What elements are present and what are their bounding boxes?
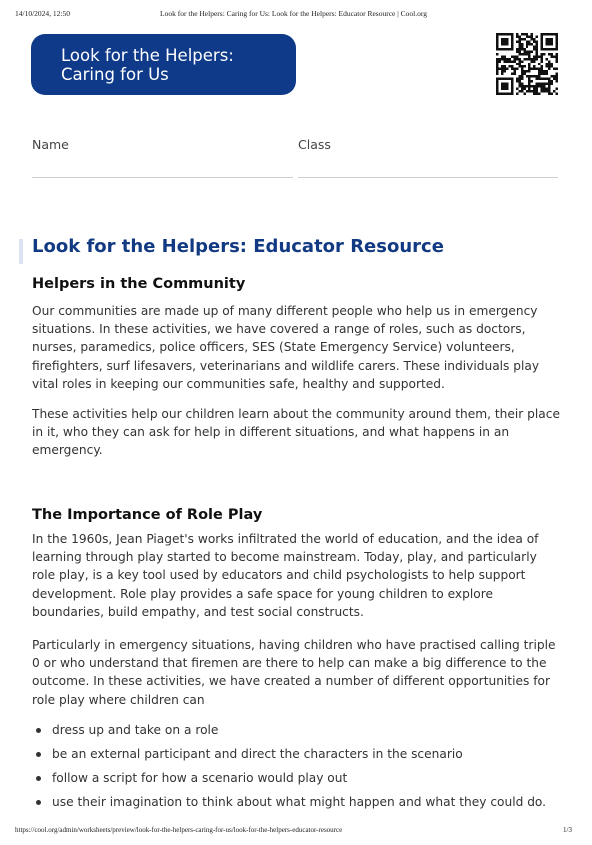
print-footer xyxy=(15,826,572,834)
section-heading-helpers: Helpers in the Community xyxy=(32,276,246,292)
list-item-text: use their imagination to think about what might happen and what they could do. xyxy=(52,795,547,809)
list-item xyxy=(32,793,562,817)
list-item xyxy=(32,745,562,769)
page-number: 1/3 xyxy=(563,826,572,834)
print-header xyxy=(15,9,572,18)
name-field[interactable] xyxy=(32,177,293,178)
title-banner xyxy=(31,34,296,95)
banner-line-1: Look for the Helpers: xyxy=(61,46,234,65)
bullet-icon xyxy=(36,800,41,805)
print-page-title: Look for the Helpers: Caring for Us: Look for the Helpers: Educator Resource | Cool.org xyxy=(160,9,427,18)
page-url: https://cool.org/admin/worksheets/preview/look-for-the-helpers-caring-for-us/look-for-the-helpers-educator-resource xyxy=(15,826,343,834)
list-item-text: follow a script for how a scenario would play out xyxy=(52,771,348,785)
role-play-list xyxy=(32,721,562,817)
list-item-text: be an external participant and direct the characters in the scenario xyxy=(52,747,463,761)
bullet-icon xyxy=(36,776,41,781)
paragraph: Particularly in emergency situations, having children who have practised calling triple 0 or who understand that firemen are there to help can make a big difference to the outcome. In these activities, we have created a number of different opportunities for role play where children can xyxy=(32,638,556,707)
list-item xyxy=(32,769,562,793)
document-title: Look for the Helpers: Educator Resource xyxy=(32,236,444,257)
bullet-icon xyxy=(36,752,41,757)
title-accent-bar xyxy=(19,239,23,264)
list-item xyxy=(32,721,562,745)
section-heading-role-play: The Importance of Role Play xyxy=(32,507,263,523)
paragraph: Our communities are made up of many different people who help us in emergency situations. In these activities, we have covered a range of roles, such as doctors, nurses, paramedics, police officers, SES (State Emergency Service) volunteers, firefighters, surf lifesavers, veterinarians and wildlife carers. These individuals play vital roles in keeping our communities safe, healthy and supported. xyxy=(32,304,540,391)
bullet-icon xyxy=(36,728,41,733)
paragraph: In the 1960s, Jean Piaget's works infiltrated the world of education, and the idea of learning through play started to become mainstream. Today, play, and particularly role play, is a key tool used by educators and child psychologists to help support development. Role play provides a safe space for young children to explore boundaries, build empathy, and test social constructs. xyxy=(32,532,539,619)
name-label: Name xyxy=(32,137,69,152)
list-item-text: dress up and take on a role xyxy=(52,723,219,737)
class-field[interactable] xyxy=(298,177,558,178)
qr-code-icon xyxy=(496,33,558,95)
banner-line-2: Caring for Us xyxy=(61,65,169,84)
paragraph: These activities help our children learn about the community around them, their place in it, who they can ask for help in different situations, and what happens in an emergency. xyxy=(32,407,560,458)
class-label: Class xyxy=(298,137,331,152)
print-timestamp: 14/10/2024, 12:50 xyxy=(15,9,71,18)
